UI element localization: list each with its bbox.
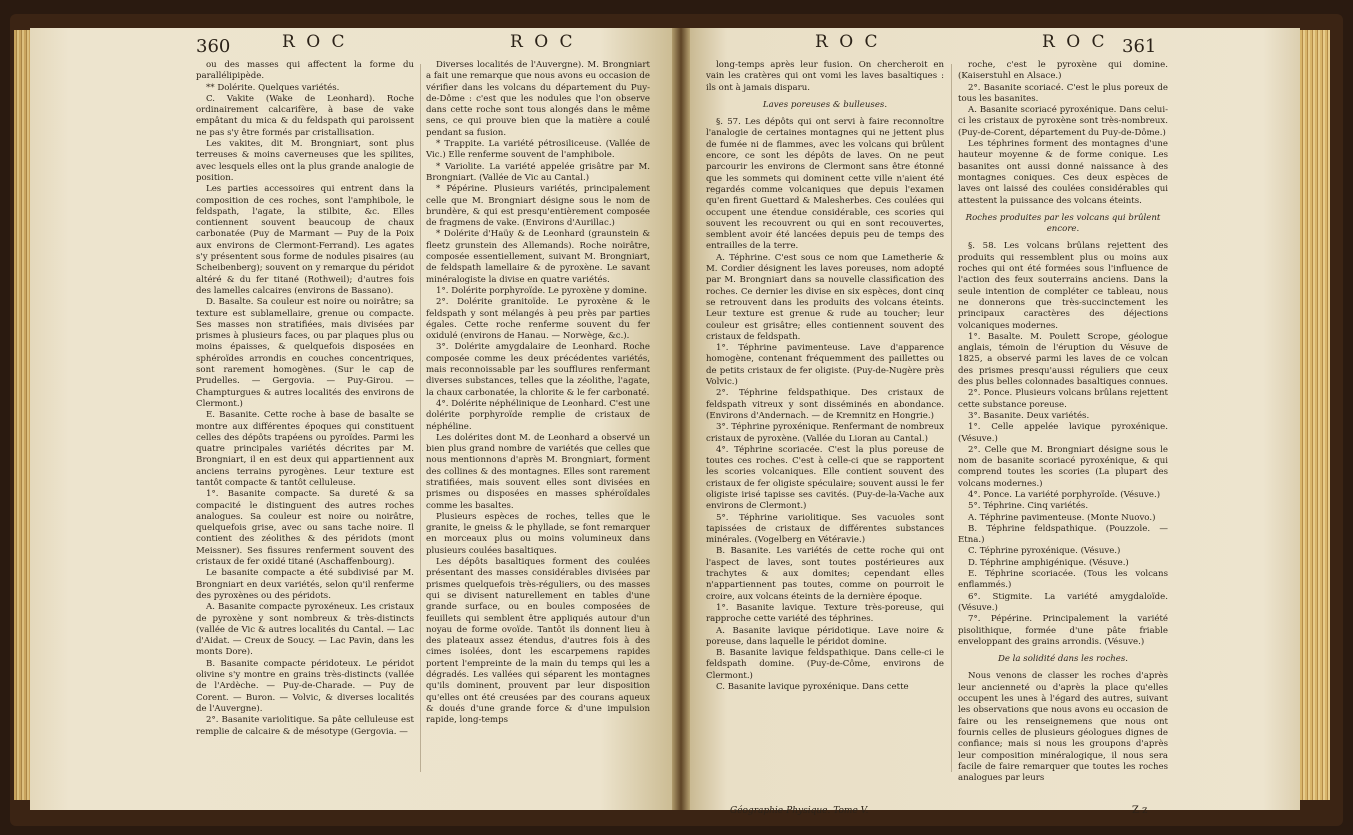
paragraph: 3°. Téphrine pyroxénique. Renfermant de nombreux cristaux de pyroxène. (Vallée du Lioran au Cantal.) — [706, 422, 944, 444]
paragraph: 2°. Ponce. Plusieurs volcans brûlans rejettent cette substance poreuse. — [958, 388, 1168, 410]
right-page-number: 361 — [1122, 36, 1157, 57]
left-header-right: R O C — [510, 32, 576, 52]
paragraph: Les dépôts basaltiques forment des coulées présentant des masses considérables divisées par prismes quelquefois très-réguliers, ou des masses qui se divisent naturellement en tables d'une grande surface, ou en boules composées de feuillets qui semblent être appliqués autour d'un noyau de forme ovoïde. Tantôt ils donnent lieu à des plateaux assez étendus, d'autres fois à des cimes isolées, dont les escarpemens rapides portent l'empreinte de la main du temps qui les a dégradés. Les vallées qui séparent les montagnes qu'ils dominent, prouvent par leur disposition qu'elles ont été creusées par des courans aqueux & doués d'une grande force & d'une impulsion rapide, long-temps — [426, 557, 650, 726]
left-page-column-1 — [196, 60, 414, 800]
paragraph: D. Basalte. Sa couleur est noire ou noirâtre; sa texture est sublamellaire, grenue ou compacte. Ses masses non stratifiées, mais divisées par prismes à plusieurs faces, ou par plaques plus ou moins épaisses, & quelquefois disposées en sphéroïdes arrondis en couches concentriques, sont rarement homogènes. (Sur le cap de Prudelles. — Gergovia. — Puy-Girou. — Champturgues & autres localités des environs de Clermont.) — [196, 297, 414, 409]
paragraph: 7°. Pépérine. Principalement la variété pisolithique, formée d'une pâte friable enveloppant des grains arrondis. (Vésuve.) — [958, 614, 1168, 647]
paragraph: E. Téphrine scoriacée. (Tous les volcans enflammés.) — [958, 569, 1168, 591]
paragraph: roche, c'est le pyroxène qui domine. (Kaiserstuhl en Alsace.) — [958, 60, 1168, 82]
paragraph: B. Basanite. Les variétés de cette roche qui ont l'aspect de laves, sont toutes postérieures aux trachytes & aux domites; cependant elles n'appartiennent pas toutes, comme on pourroit le croire, aux volcans éteints de la dernière époque. — [706, 546, 944, 602]
paragraph: * Pépérine. Plusieurs variétés, principalement celle que M. Brongniart désigne sous le nom de brundère, & qui est presqu'entièrement composée de fragmens de vake. (Environs d'Aurillac.) — [426, 184, 650, 229]
section-title: Laves poreuses & bulleuses. — [762, 99, 888, 110]
paragraph: long-temps après leur fusion. On chercheroit en vain les cratères qui ont vomi les laves basaltiques : ils ont à jamais disparu. — [706, 60, 944, 93]
paragraph: 2°. Celle que M. Brongniart désigne sous le nom de basanite scoriacé pyroxénique, & qui comprend toutes les scories (La plupart des volcans modernes.) — [958, 444, 1168, 489]
paragraph: C. Vakite (Wake de Leonhard). Roche ordinairement calcarifère, à base de vake empâtant du mica & du feldspath qui paroissent ne pas s'y être formés par cristallisation. — [196, 93, 414, 138]
paragraph: ** Dolérite. Quelques variétés. — [206, 82, 340, 93]
paragraph: Les parties accessoires qui entrent dans la composition de ces roches, sont l'amphibole, le feldspath, l'agate, la stilbite, &c. Elles contiennent souvent beaucoup de chaux carbonatée (Puy de Marmant — Puy de la Poix aux environs de Clermont-Ferrand). Les agates s'y présentent sous forme de nodules pisaires (au Scheibenberg); souvent on y remarque du péridot altéré & du fer titané (Rothweil); d'autres fois des lamelles calcaires (environs de Bassano). — [196, 184, 414, 296]
paragraph: 4°. Ponce. La variété porphyroïde. (Vésuve.) — [968, 489, 1161, 500]
book-gutter — [672, 28, 690, 810]
paragraph: B. Téphrine feldspathique. (Pouzzole. — Etna.) — [958, 523, 1168, 546]
paragraph: 3°. Basanite. Deux variétés. — [968, 410, 1090, 421]
paragraph: 5°. Téphrine variolitique. Ses vacuoles sont tapissées de cristaux de différentes substances minérales. (Vogelberg en Vétéravie.) — [706, 512, 944, 546]
paragraph: Les téphrines forment des montagnes d'une hauteur moyenne & de forme conique. Les basanites ont aussi donné naissance à des montagnes coniques. Ces deux espèces de laves ont laissé des coulées considérables qui attestent la puissance des volcans éteints. — [958, 139, 1168, 206]
paragraph: 1°. Basanite compacte. Sa dureté & sa compacité le distinguent des autres roches analogues. Sa couleur est noire ou noirâtre, quelquefois grise, avec ou sans tache noire. Il contient des zéolithes & des péridots (mont Meissner). Ses fissures renferment souvent des cristaux de fer oxidé titané (Aschaffenbourg). — [196, 489, 414, 568]
paragraph: Les vakites, dit M. Brongniart, sont plus terreuses & moins caverneuses que les spilites, avec lesquels elles ont la plus grande analogie de position. — [196, 139, 414, 183]
paragraph: C. Téphrine pyroxénique. (Vésuve.) — [968, 546, 1121, 557]
paragraph: Diverses localités de l'Auvergne). M. Brongniart a fait une remarque que nous avons eu occasion de vérifier dans les volcans du département du Puy-de-Dôme : c'est que les nodules que l'on observe dans cette roche sont tous alongés dans le même sens, ce qui prouve bien que la matière a coulé pendant sa fusion. — [426, 60, 650, 138]
right-header-left: R O C — [815, 32, 881, 52]
paragraph: * Trappite. La variété pétrosiliceuse. (Vallée de Vic.) Elle renferme souvent de l'amphibole. — [426, 139, 650, 161]
paragraph: ou des masses qui affectent la forme du parallélipipède. — [196, 60, 414, 82]
paragraph: B. Basanite lavique feldspathique. Dans celle-ci le feldspath domine. (Puy-de-Côme, environs de Clermont.) — [706, 648, 944, 681]
right-page-edges — [1300, 30, 1330, 800]
paragraph: E. Basanite. Cette roche à base de basalte se montre aux différentes époques qui constituent celles des dépôts trapéens ou pyroïdes. Parmi les quatre principales variétés décrites par M. Brongniart, il en est deux qui appartiennent aux anciens terrains pyrogènes. Leur texture est tantôt compacte & tantôt celluleuse. — [196, 410, 414, 488]
signature-mark: Z z — [1132, 805, 1148, 816]
paragraph: 4°. Dolérite néphélinique de Leonhard. C'est une dolérite porphyroïde remplie de cristaux de néphéline. — [426, 398, 650, 432]
left-header-left: R O C — [282, 32, 348, 52]
paragraph: A. Téphrine pavimenteuse. (Monte Nuovo.) — [968, 512, 1156, 523]
paragraph: Le basanite compacte a été subdivisé par M. Brongniart en deux variétés, selon qu'il renferme des pyroxènes ou des péridots. — [196, 568, 414, 601]
paragraph: 1°. Dolérite porphyroïde. Le pyroxène y domine. — [436, 285, 647, 296]
left-page-column-2 — [426, 60, 650, 800]
paragraph: B. Basanite compacte péridoteux. Le péridot olivine s'y montre en grains très-distincts (vallée de l'Ardèche. — Puy-de-Charade. — Puy de Corent. — Buron. — Volvic, & diverses localités de l'Auvergne). — [196, 658, 414, 714]
section-title: Roches produites par les volcans qui brûlent encore. — [965, 212, 1161, 235]
right-column-rule — [951, 64, 952, 772]
paragraph: 1°. Celle appelée lavique pyroxénique. (Vésuve.) — [958, 422, 1168, 444]
right-page-column-1 — [706, 60, 944, 800]
paragraph: 4°. Téphrine scoriacée. C'est la plus poreuse de toutes ces roches. C'est à celle-ci que se rapportent les scories volcaniques. Elle contient souvent des cristaux de fer oligiste spéculaire; souvent aussi le fer oligiste irisé tapisse ses cavités. (Puy-de-la-Vache aux environs de Clermont.) — [706, 444, 944, 512]
paragraph: * Dolérite d'Haüy & de Leonhard (graunstein & fleetz grunstein des Allemands). Roche noirâtre, composée essentiellement, suivant M. Brongniart, de feldspath lamellaire & de pyroxène. Le savant minéralogiste la divise en quatre variétés. — [426, 229, 650, 285]
paragraph: D. Téphrine amphigénique. (Vésuve.) — [968, 557, 1129, 568]
paragraph: Les dolérites dont M. de Leonhard a observé un bien plus grand nombre de variétés que celles que nous mentionnons d'après M. Brongniart, forment des collines & des montagnes. Elles sont rarement stratifiées, mais souvent elles sont divisées en prismes ou disposées en masses sphéroïdales comme les basaltes. — [426, 432, 650, 511]
left-column-rule — [420, 64, 421, 772]
paragraph: §. 58. Les volcans brûlans rejettent des produits qui ressemblent plus ou moins aux roches qui ont été formées sous l'influence de l'action des feux souterrains anciens. Dans la seule intention de compléter ce tableau, nous ne donnerons que très-succinctement les principaux caractères des déjections volcaniques modernes. — [958, 241, 1168, 331]
page-footer: Géographie-Physique. Tome V. — [730, 806, 869, 816]
paragraph: 6°. Stigmite. La variété amygdaloïde. (Vésuve.) — [958, 591, 1168, 613]
paragraph: * Variolite. La variété appelée grisâtre par M. Brongniart. (Vallée de Vic au Cantal.) — [426, 161, 650, 183]
paragraph: 2°. Téphrine feldspathique. Des cristaux de feldspath vitreux y sont disséminés en abondance. (Environs d'Andernach. — de Kremnitz en Hongrie.) — [706, 388, 944, 421]
paragraph: 3°. Dolérite amygdalaire de Leonhard. Roche composée comme les deux précédentes variétés, mais reconnoissable par les soufflures renfermant diverses substances, telles que la zéolithe, l'agate, la chaux carbonatée, la chlorite & le fer carbonaté. — [426, 342, 650, 398]
left-page-number: 360 — [196, 36, 231, 57]
paragraph: 5°. Téphrine. Cinq variétés. — [968, 501, 1089, 512]
paragraph: A. Téphrine. C'est sous ce nom que Lametherie & M. Cordier désignent les laves poreuses, nom adopté par M. Brongniart dans sa nouvelle classification des roches. Ce dernier les divise en six espèces, dont cinq se retrouvent dans les produits des volcans éteints. Leur texture est grenue & rude au toucher; leur couleur est grisâtre; elles contiennent souvent des cristaux de feldspath. — [706, 252, 944, 342]
paragraph: Plusieurs espèces de roches, telles que le granite, le gneiss & le phyllade, se font remarquer en morceaux plus ou moins volumineux dans plusieurs coulées basaltiques. — [426, 511, 650, 556]
paragraph: §. 57. Les dépôts qui ont servi à faire reconnoître l'analogie de certaines montagnes qui ne jettent plus de fumée ni de flammes, avec les volcans qui brûlent encore, ce sont les dépôts de laves. On ne peut parcourir les environs de Clermont sans être étonné que les sommets qui dominent cette ville n'aient été regardés comme volcaniques que depuis l'examen qu'en firent Guettard & Malesherbes. Ces coulées qui occupent une étendue considérable, ces scories qui souvent les recouvrent ou qui en sont recouvertes, semblent avoir été lancées depuis peu de temps des entrailles de la terre. — [706, 117, 944, 252]
right-header-right: R O C — [1042, 32, 1108, 52]
paragraph: A. Basanite scoriacé pyroxénique. Dans celui-ci les cristaux de pyroxène sont très-nombreux. (Puy-de-Corent, département du Puy-de-Dôme.) — [958, 105, 1168, 138]
right-page-column-2 — [958, 60, 1168, 800]
paragraph: C. Basanite lavique pyroxénique. Dans cette — [716, 682, 909, 693]
paragraph: 2°. Dolérite granitoïde. Le pyroxène & le feldspath y sont mélangés à peu près par parties égales. Cette roche renferme souvent du fer oxidulé (environs de Hanau. — Norwège, &c.). — [426, 297, 650, 342]
paragraph: 1°. Basanite lavique. Texture très-poreuse, qui rapproche cette variété des téphrines. — [706, 602, 944, 625]
paragraph: 2°. Basanite scoriacé. C'est le plus poreux de tous les basanites. — [958, 82, 1168, 104]
paragraph: A. Basanite lavique péridotique. Lave noire & poreuse, dans laquelle le péridot domine. — [706, 625, 944, 647]
paragraph: Nous venons de classer les roches d'après leur ancienneté ou d'après la place qu'elles occupent les unes à l'égard des autres, suivant les observations que nous avons eu occasion de faire ou les renseignemens que nous ont fournis celles de plusieurs géologues dignes de confiance; mais si nous les groupons d'après leur composition minéralogique, il nous sera facile de faire remarquer que toutes les roches analogues par leurs — [958, 671, 1168, 784]
paragraph: 1°. Téphrine pavimenteuse. Lave d'apparence homogène, contenant fréquemment des paillettes ou de petits cristaux de fer oligiste. (Puy-de-Nugère près Volvic.) — [706, 343, 944, 388]
paragraph: A. Basanite compacte pyroxéneux. Les cristaux de pyroxène y sont nombreux & très-distincts (vallée de Vic & autres localités du Cantal. — Lac d'Aidat. — Creux de Soucy. — Lac Pavin, dans les monts Dore). — [196, 602, 414, 658]
paragraph: 1°. Basalte. M. Poulett Scrope, géologue anglais, témoin de l'éruption du Vésuve de 1825, a observé parmi les laves de ce volcan des prismes presqu'aussi réguliers que ceux des plus belles colonnades basaltiques connues. — [958, 331, 1168, 388]
paragraph: 2°. Basanite variolitique. Sa pâte celluleuse est remplie de calcaire & de mésotype (Gergovia. — — [196, 715, 414, 737]
section-title: De la solidité dans les roches. — [997, 654, 1129, 665]
